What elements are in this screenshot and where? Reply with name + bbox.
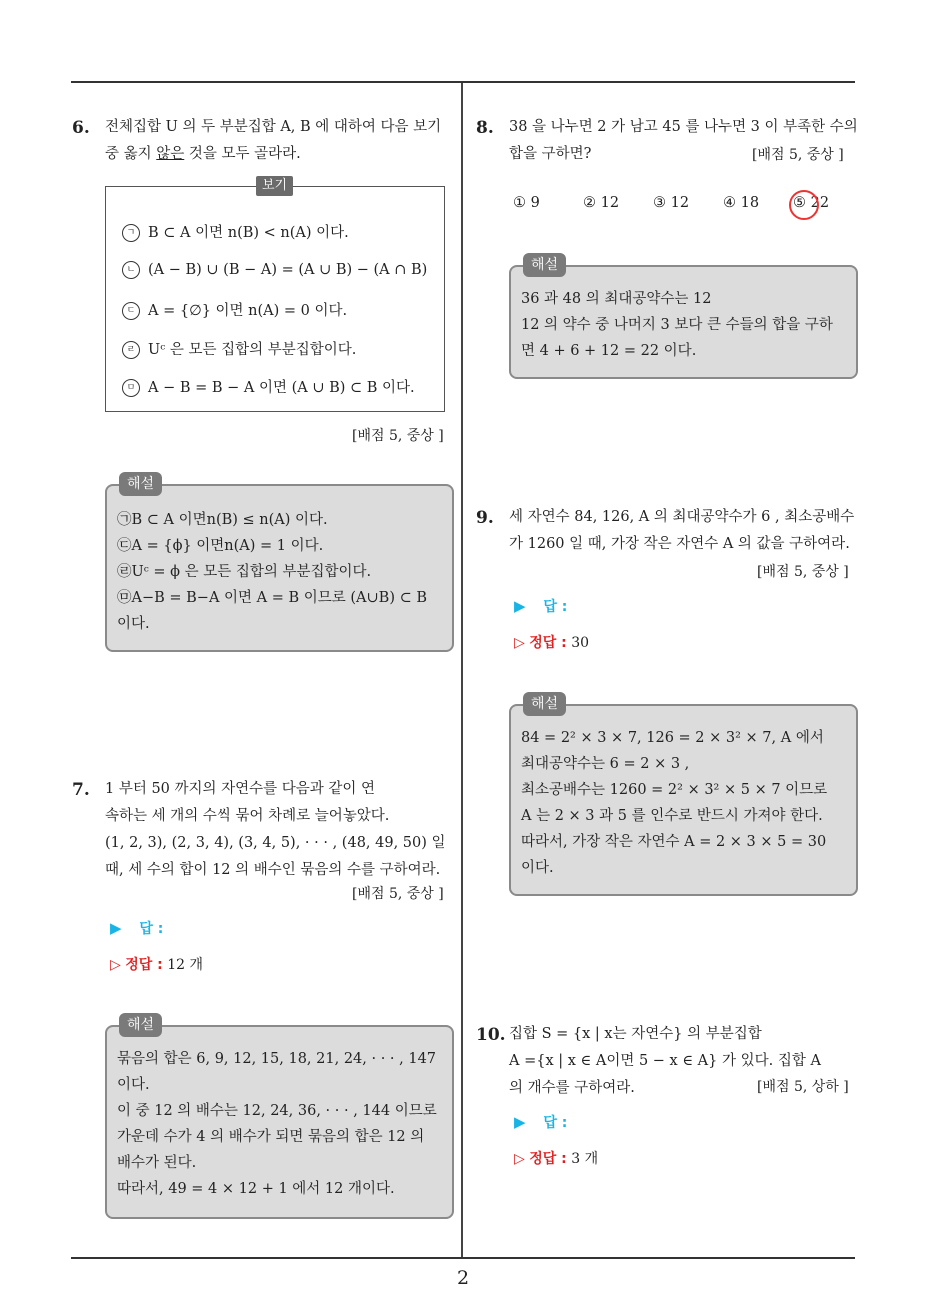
q10-correct-label: 정답 : xyxy=(529,1151,567,1167)
q6-bogi-item: ㄹ Uᶜ 은 모든 집합의 부분집합이다. xyxy=(122,338,356,359)
q8-number: 8. xyxy=(476,118,494,138)
q8-points: [배점 5, 중상 ] xyxy=(752,147,844,163)
q9-correct-value: 30 xyxy=(571,635,590,651)
q7-correct-value: 12 개 xyxy=(167,957,204,973)
q10-stem-line1: 집합 S = {x | x는 자연수} 의 부분집합 xyxy=(509,1026,762,1042)
q7-points: [배점 5, 중상 ] xyxy=(352,886,444,902)
q10-stem-line2: A ={x | x ∈ A이면 5 − x ∈ A} 가 있다. 집합 A xyxy=(509,1053,821,1069)
column-divider xyxy=(461,83,463,1259)
q7-solution-line: 가운데 수가 4 의 배수가 되면 묶음의 합은 12 의 xyxy=(117,1129,425,1145)
q8-choice-3[interactable]: ③ 12 xyxy=(653,195,690,211)
q6-bogi-item: ㄴ (A − B) ∪ (B − A) = (A ∪ B) − (A ∩ B) xyxy=(122,261,427,279)
q8-choice-4[interactable]: ④ 18 xyxy=(723,195,760,211)
q7-solution-line: 묶음의 합은 6, 9, 12, 15, 18, 21, 24, · · · , 147 xyxy=(117,1051,437,1067)
q8-choice-5[interactable]: ⑤ 22 xyxy=(793,195,830,211)
q6-solution-line: ㉢A = {ϕ} 이면n(A) = 1 이다. xyxy=(117,538,324,554)
q8-solution-box xyxy=(509,257,858,379)
q9-points: [배점 5, 중상 ] xyxy=(757,564,849,580)
q9-stem-line2: 가 1260 일 때, 가장 작은 자연수 A 의 값을 구하여라. xyxy=(509,536,850,552)
q6-bogi-item: ㄱ B ⊂ A 이면 n(B) < n(A) 이다. xyxy=(122,221,349,242)
q6-number: 6. xyxy=(72,118,90,138)
top-rule xyxy=(71,81,855,83)
q8-solution-line: 면 4 + 6 + 12 = 22 이다. xyxy=(521,343,697,359)
q9-solution-box xyxy=(509,696,858,896)
play-triangle-icon: ▶ xyxy=(514,1113,526,1131)
circled-mark-icon: ㄷ xyxy=(122,302,140,320)
q7-stem xyxy=(105,776,455,884)
q6-stem-line2: 중 옳지 않은 것을 모두 골라라. xyxy=(105,146,301,162)
q9-solution-line: A 는 2 × 3 과 5 를 인수로 반드시 가져야 한다. xyxy=(521,808,823,824)
q8-stem-line1: 38 을 나누면 2 가 남고 45 를 나누면 3 이 부족한 수의 xyxy=(509,119,858,135)
q9-solution-line: 최소공배수는 1260 = 2² × 3² × 5 × 7 이므로 xyxy=(521,782,828,798)
q7-solution-line: 이 중 12 의 배수는 12, 24, 36, · · · , 144 이므로 xyxy=(117,1103,437,1119)
q10-answer-label: 답 : xyxy=(543,1115,568,1131)
q6-solution-line: 이다. xyxy=(117,616,150,632)
circled-mark-icon: ㄱ xyxy=(122,224,140,242)
play-triangle-icon: ▶ xyxy=(110,919,122,937)
selected-answer-ring-icon xyxy=(789,190,819,220)
q9-solution-line: 84 = 2² × 3 × 7, 126 = 2 × 3² × 7, A 에서 xyxy=(521,730,824,746)
q8-choice-2[interactable]: ② 12 xyxy=(583,195,620,211)
q6-bogi-box xyxy=(105,178,445,412)
q7-correct-label: 정답 : xyxy=(125,957,163,973)
q6-solution-line: ㉣Uᶜ = ϕ 은 모든 집합의 부분집합이다. xyxy=(117,564,372,580)
q10-stem-line3: 의 개수를 구하여라. xyxy=(509,1080,635,1096)
play-triangle-icon: ▶ xyxy=(514,597,526,615)
bottom-rule xyxy=(71,1257,855,1259)
q7-solution-box xyxy=(105,1017,454,1219)
q9-correct-row xyxy=(514,632,589,652)
q10-correct-value: 3 개 xyxy=(571,1151,599,1167)
q9-stem-line1: 세 자연수 84, 126, A 의 최대공약수가 6 , 최소공배수 xyxy=(509,509,855,525)
q7-correct-row xyxy=(110,954,203,974)
q9-solution-tag: 해설 xyxy=(523,692,566,716)
q9-correct-label: 정답 : xyxy=(529,635,567,651)
q7-stem-line: 때, 세 수의 합이 12 의 배수인 묶음의 수를 구하여라. xyxy=(105,862,441,878)
outline-triangle-icon: ▷ xyxy=(110,957,121,973)
q9-solution-line: 따라서, 가장 작은 자연수 A = 2 × 3 × 5 = 30 xyxy=(521,834,827,850)
q7-answer-label: 답 : xyxy=(139,921,164,937)
q6-stem xyxy=(105,114,455,168)
q8-solution-line: 12 의 약수 중 나머지 3 보다 큰 수들의 합을 구하 xyxy=(521,317,833,333)
outline-triangle-icon: ▷ xyxy=(514,635,525,651)
circled-mark-icon: ㄴ xyxy=(122,261,140,279)
q9-solution-line: 이다. xyxy=(521,860,554,876)
q7-answer-row xyxy=(110,918,163,938)
q7-solution-tag: 해설 xyxy=(119,1013,162,1037)
q7-stem-line: (1, 2, 3), (2, 3, 4), (3, 4, 5), · · · , (48, 49, 50) 일 xyxy=(105,835,446,851)
q9-stem xyxy=(509,504,859,558)
q7-solution-line: 따라서, 49 = 4 × 12 + 1 에서 12 개이다. xyxy=(117,1181,395,1197)
q7-solution-line: 배수가 된다. xyxy=(117,1155,197,1171)
outline-triangle-icon: ▷ xyxy=(514,1151,525,1167)
q6-solution-line: ㉤A−B = B−A 이면 A = B 이므로 (A∪B) ⊂ B xyxy=(117,590,427,606)
q8-solution-tag: 해설 xyxy=(523,253,566,277)
q7-number: 7. xyxy=(72,780,90,800)
q7-stem-line: 1 부터 50 까지의 자연수를 다음과 같이 연 xyxy=(105,781,376,797)
q10-correct-row xyxy=(514,1148,598,1168)
q10-points: [배점 5, 상하 ] xyxy=(757,1079,849,1095)
q10-answer-row xyxy=(514,1112,567,1132)
q6-bogi-item: ㄷ A = {∅} 이면 n(A) = 0 이다. xyxy=(122,299,347,320)
q6-underlined-word: 않은 xyxy=(156,146,185,162)
q8-choice-1[interactable]: ① 9 xyxy=(513,195,540,211)
q6-solution-box xyxy=(105,476,454,652)
q6-bogi-title: 보기 xyxy=(256,176,293,196)
q6-bogi-item: ㅁ A − B = B − A 이면 (A ∪ B) ⊂ B 이다. xyxy=(122,376,415,397)
q9-solution-line: 최대공약수는 6 = 2 × 3 , xyxy=(521,756,690,772)
q7-solution-line: 이다. xyxy=(117,1077,150,1093)
q7-stem-line: 속하는 세 개의 수씩 묶어 차례로 늘어놓았다. xyxy=(105,808,390,824)
q6-points: [배점 5, 중상 ] xyxy=(352,428,444,444)
q6-solution-line: ㉠B ⊂ A 이면n(B) ≤ n(A) 이다. xyxy=(117,512,328,528)
q8-solution-line: 36 과 48 의 최대공약수는 12 xyxy=(521,291,712,307)
q9-answer-label: 답 : xyxy=(543,599,568,615)
circled-mark-icon: ㅁ xyxy=(122,379,140,397)
q10-number: 10. xyxy=(476,1025,506,1045)
q6-stem-line1: 전체집합 U 의 두 부분집합 A, B 에 대하여 다음 보기 xyxy=(105,119,442,135)
page-number: 2 xyxy=(456,1267,470,1289)
q9-number: 9. xyxy=(476,508,494,528)
q9-answer-row xyxy=(514,596,567,616)
q6-solution-tag: 해설 xyxy=(119,472,162,496)
q8-stem-line2: 합을 구하면? xyxy=(509,146,592,162)
circled-mark-icon: ㄹ xyxy=(122,341,140,359)
